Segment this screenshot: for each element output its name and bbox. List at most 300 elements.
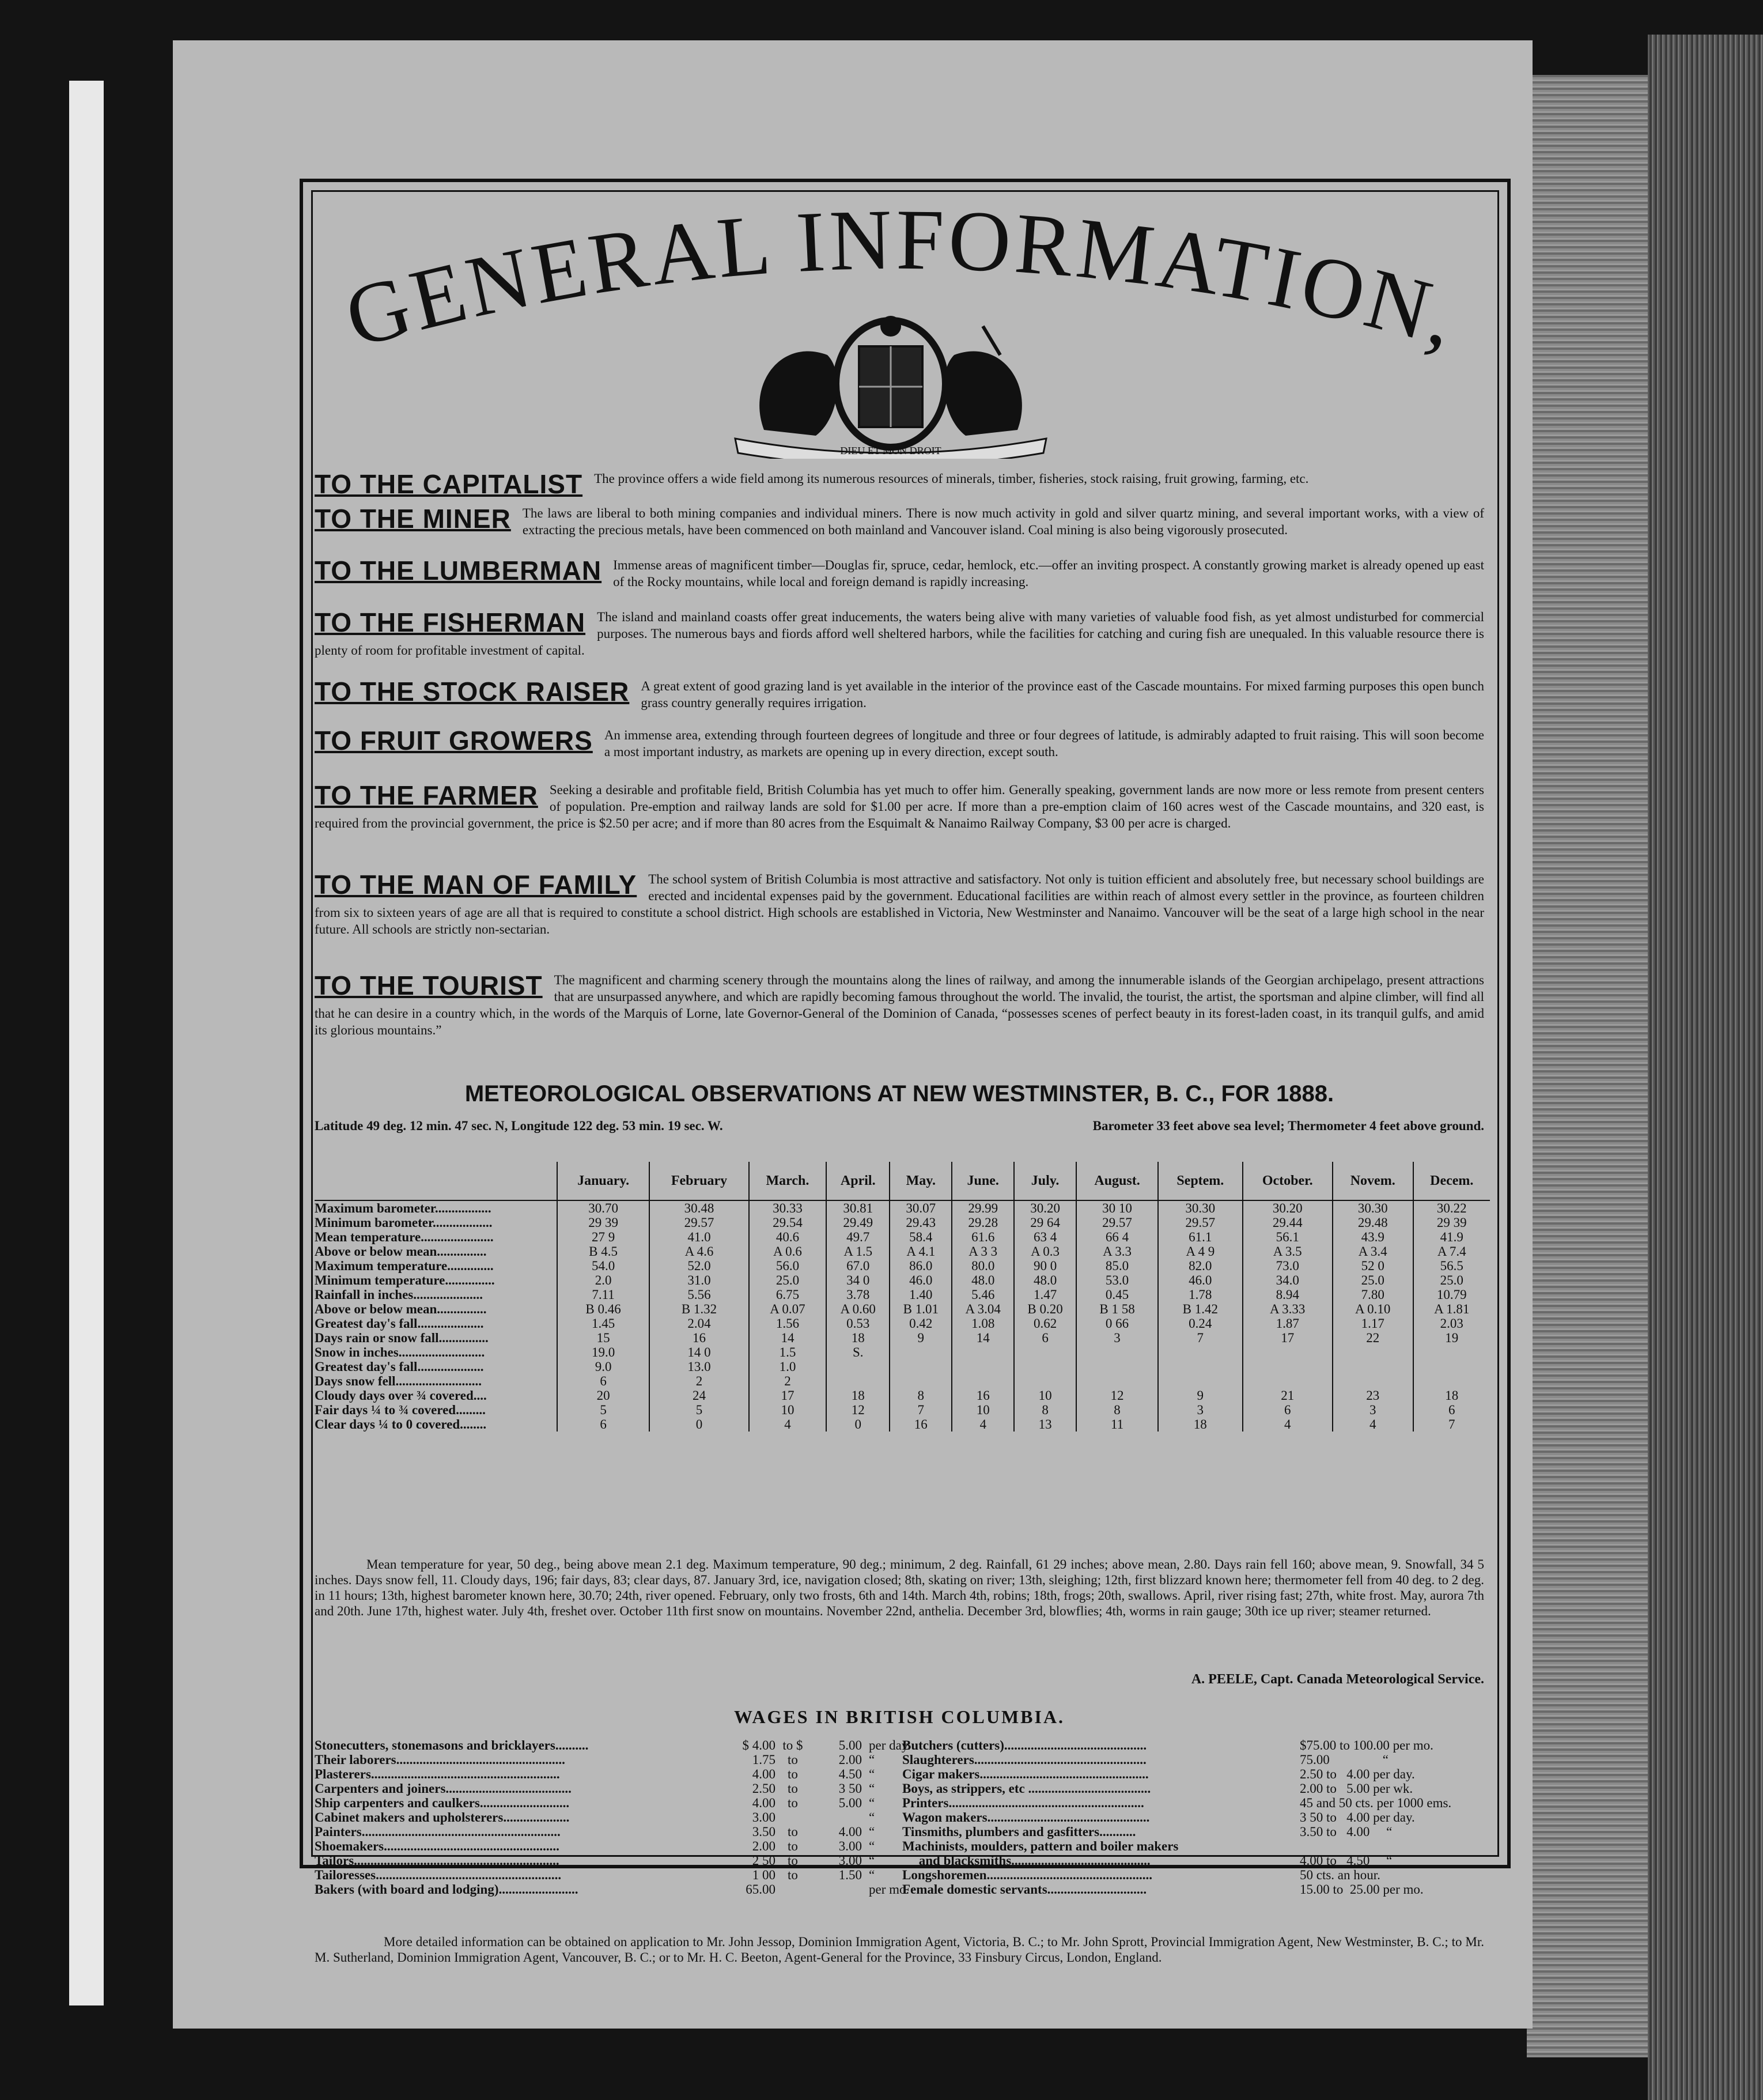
wage-from: 3.00 — [752, 1810, 775, 1825]
table-row — [315, 1200, 1490, 1215]
table-cell: B 0.46 — [557, 1302, 649, 1316]
table-cell: 66 4 — [1076, 1230, 1158, 1244]
table-cell: B 1.01 — [890, 1302, 952, 1316]
meteorology-signature: A. PEELE, Capt. Canada Meteorological Service. — [1191, 1672, 1484, 1687]
table-cell — [1014, 1359, 1076, 1374]
table-cell: 18 — [826, 1331, 890, 1345]
table-cell: 43.9 — [1333, 1230, 1413, 1244]
table-cell: 13 — [1014, 1417, 1076, 1432]
table-cell — [1333, 1374, 1413, 1388]
section-text: Seeking a desirable and profitable field, British Columbia has yet much to offer him. Generally speaking, government lands are now more or less remote from present centers of population. Pre-emption and railway lands are sold for $1.00 per acre. If more than a pre-emption claim of 160 acres west of the Cascade mountains, and 320 east, is required from the provincial government, the price is $2.50 per acre; and if more than 80 acres from the Esquimalt & Nanaimo Railway Company, $3 00 per acre is charged. — [315, 783, 1484, 830]
table-cell: 1.45 — [557, 1316, 649, 1331]
table-cell: 11 — [1076, 1417, 1158, 1432]
wage-upper: 2.00 — [838, 1752, 862, 1767]
location-text: Latitude 49 deg. 12 min. 47 sec. N, Longitude 122 deg. 53 min. 19 sec. W. — [315, 1119, 723, 1133]
wage-row — [315, 1825, 949, 1839]
table-cell: 1.87 — [1243, 1316, 1333, 1331]
wage-trade: Machinists, moulders, pattern and boiler makers — [902, 1839, 1179, 1853]
wage-upper: 3 50 — [838, 1781, 862, 1796]
table-cell — [1413, 1374, 1490, 1388]
wage-from: 3.50 — [752, 1825, 775, 1839]
table-cell: 25.0 — [749, 1273, 826, 1287]
section-fisherman — [315, 609, 1484, 659]
wage-row — [315, 1810, 949, 1825]
month-header: May. — [890, 1162, 952, 1200]
section-miner — [315, 505, 1484, 538]
table-cell: 30.30 — [1158, 1200, 1242, 1215]
table-cell — [1333, 1345, 1413, 1359]
table-cell: 10.79 — [1413, 1287, 1490, 1302]
wage-to: to — [788, 1796, 798, 1810]
table-cell: 16 — [649, 1331, 749, 1345]
wage-unit: “ — [869, 1767, 875, 1781]
table-cell: 30.20 — [1014, 1200, 1076, 1215]
table-cell: 4 — [1333, 1417, 1413, 1432]
wage-row — [315, 1882, 949, 1897]
table-cell: 18 — [826, 1388, 890, 1403]
table-cell: 5 — [557, 1403, 649, 1417]
table-cell: 34.0 — [1243, 1273, 1333, 1287]
section-heading: TO THE FARMER — [315, 780, 538, 810]
wage-trade: Boys, as strippers, etc ..................................... — [902, 1781, 1151, 1796]
table-cell: A 7.4 — [1413, 1244, 1490, 1259]
wage-rate: 3.50 to 4.00 “ — [1300, 1825, 1393, 1839]
table-cell: 9.0 — [557, 1359, 649, 1374]
wage-row — [315, 1796, 949, 1810]
table-cell: 46.0 — [890, 1273, 952, 1287]
wage-row — [315, 1738, 949, 1752]
wage-unit: per day. — [869, 1738, 911, 1752]
crest-motto: DIEU ET MON DROIT — [840, 445, 941, 456]
row-label: Maximum temperature.............. — [315, 1259, 494, 1273]
row-label: Above or below mean............... — [315, 1244, 487, 1259]
wages-right-column — [902, 1738, 1501, 1897]
wage-trade: Plasterers......................................................... — [315, 1767, 560, 1781]
table-cell: 53.0 — [1076, 1273, 1158, 1287]
row-label: Greatest day's fall.................... — [315, 1316, 484, 1331]
wage-from: 2 50 — [752, 1853, 775, 1868]
table-cell: 40.6 — [749, 1230, 826, 1244]
table-cell: 58.4 — [890, 1230, 952, 1244]
table-cell: 20 — [557, 1388, 649, 1403]
table-cell: 67.0 — [826, 1259, 890, 1273]
table-cell: 3.78 — [826, 1287, 890, 1302]
wage-rate: 45 and 50 cts. per 1000 ems. — [1300, 1796, 1452, 1810]
section-lumberman — [315, 557, 1484, 590]
wage-to: to — [788, 1767, 798, 1781]
table-cell: A 1.81 — [1413, 1302, 1490, 1316]
table-cell — [1243, 1345, 1333, 1359]
table-cell — [1243, 1359, 1333, 1374]
table-cell: 30.48 — [649, 1200, 749, 1215]
wage-trade: Wagon makers................................................. — [902, 1810, 1150, 1825]
table-row — [315, 1259, 1490, 1273]
section-stock-raiser — [315, 678, 1484, 711]
table-cell: 6.75 — [749, 1287, 826, 1302]
table-cell — [952, 1374, 1014, 1388]
row-label: Above or below mean............... — [315, 1302, 487, 1316]
wage-row — [902, 1868, 1501, 1882]
table-cell: 25.0 — [1333, 1273, 1413, 1287]
table-cell: 2 — [649, 1374, 749, 1388]
table-cell: 4 — [749, 1417, 826, 1432]
table-cell — [952, 1359, 1014, 1374]
meteorology-table — [315, 1162, 1490, 1432]
table-cell: 29 39 — [1413, 1215, 1490, 1230]
wage-trade: Cabinet makers and upholsterers.................... — [315, 1810, 570, 1825]
month-header: August. — [1076, 1162, 1158, 1200]
table-cell: 52.0 — [649, 1259, 749, 1273]
table-cell: 82.0 — [1158, 1259, 1242, 1273]
bordered-frame — [300, 179, 1511, 1965]
title-text: GENERAL INFORMATION, — [335, 205, 1470, 367]
row-label: Days snow fell.......................... — [315, 1374, 482, 1388]
table-cell — [1333, 1359, 1413, 1374]
wage-row — [902, 1882, 1501, 1897]
section-heading: TO THE TOURIST — [315, 970, 543, 1000]
wage-trade: Stonecutters, stonemasons and bricklayers.......... — [315, 1738, 589, 1752]
wage-unit: per mo. — [869, 1882, 910, 1897]
wage-from: 4.00 — [752, 1796, 775, 1810]
wage-trade: Slaughterers.................................................... — [902, 1752, 1147, 1767]
wage-from: $ 4.00 — [742, 1738, 775, 1752]
table-cell: 30.33 — [749, 1200, 826, 1215]
table-row — [315, 1345, 1490, 1359]
wage-upper — [810, 1810, 862, 1825]
section-text: The laws are liberal to both mining companies and individual miners. There is now much activity in gold and silver quartz mining, and several important works, with a view of extracting the precious metals, have been commenced on both mainland and Vancouver island. Coal mining is also being vigorously prosecuted. — [522, 506, 1484, 537]
wage-upper — [810, 1882, 862, 1897]
table-row — [315, 1316, 1490, 1331]
month-header: January. — [557, 1162, 649, 1200]
table-cell: 1.40 — [890, 1287, 952, 1302]
wage-trade: Bakers (with board and lodging)........................ — [315, 1882, 578, 1897]
wage-row — [315, 1752, 949, 1767]
table-cell — [1076, 1345, 1158, 1359]
table-row — [315, 1302, 1490, 1316]
wage-row — [902, 1752, 1501, 1767]
table-cell: 9 — [890, 1331, 952, 1345]
wage-from: 2.50 — [752, 1781, 775, 1796]
section-heading: TO THE FISHERMAN — [315, 607, 586, 637]
instruments-text: Barometer 33 feet above sea level; Thermometer 4 feet above ground. — [1092, 1119, 1484, 1133]
table-cell: 0.62 — [1014, 1316, 1076, 1331]
table-cell: 56.5 — [1413, 1259, 1490, 1273]
table-cell: 0.53 — [826, 1316, 890, 1331]
table-cell: 2 — [749, 1374, 826, 1388]
table-cell — [890, 1359, 952, 1374]
table-cell: 54.0 — [557, 1259, 649, 1273]
table-cell: 30.70 — [557, 1200, 649, 1215]
table-cell: 23 — [1333, 1388, 1413, 1403]
month-header: Decem. — [1413, 1162, 1490, 1200]
wage-upper: 3.00 — [838, 1839, 862, 1853]
table-cell: 10 — [952, 1403, 1014, 1417]
wage-to: to $ — [782, 1738, 803, 1752]
wage-row — [902, 1853, 1501, 1868]
month-header: February — [649, 1162, 749, 1200]
wage-unit: “ — [869, 1853, 875, 1868]
table-cell: A 3 3 — [952, 1244, 1014, 1259]
wage-rate — [1300, 1839, 1501, 1853]
table-cell: 7 — [890, 1403, 952, 1417]
table-header-blank — [315, 1162, 557, 1200]
table-cell: 14 — [749, 1331, 826, 1345]
wage-trade: Carpenters and joiners...................................... — [315, 1781, 572, 1796]
table-cell — [1158, 1359, 1242, 1374]
table-cell: 30.07 — [890, 1200, 952, 1215]
wage-unit: “ — [869, 1752, 875, 1767]
table-cell — [952, 1345, 1014, 1359]
wage-to: to — [788, 1853, 798, 1868]
section-text: The school system of British Columbia is most attractive and satisfactory. Not only is tuition efficient and absolutely free, but necessary school buildings are erected and incidental expenses paid by the government. Educational facilities are within reach of almost every settler in the province, as fourteen children from six to sixteen years of age are all that is required to constitute a school district. High schools are established in Victoria, New Westminster and Nanaimo. Vancouver will be the seat of a large high school in the near future. All schools are strictly non-sectarian. — [315, 872, 1484, 936]
section-farmer — [315, 781, 1484, 832]
table-cell: 1.56 — [749, 1316, 826, 1331]
wage-trade: Cigar makers................................................... — [902, 1767, 1149, 1781]
wage-row — [902, 1796, 1501, 1810]
row-label: Minimum barometer.................. — [315, 1215, 493, 1230]
section-man-of-family — [315, 871, 1484, 938]
table-cell — [1158, 1374, 1242, 1388]
table-cell: A 0.07 — [749, 1302, 826, 1316]
section-text: The province offers a wide field among its numerous resources of minerals, timber, fisheries, stock raising, fruit growing, farming, etc. — [594, 471, 1309, 486]
table-cell — [826, 1359, 890, 1374]
table-cell: 1.0 — [749, 1359, 826, 1374]
wage-rate: 2.00 to 5.00 per wk. — [1300, 1781, 1413, 1796]
table-cell: 29.49 — [826, 1215, 890, 1230]
table-row — [315, 1417, 1490, 1432]
wage-trade: Shoemakers..................................................... — [315, 1839, 559, 1853]
table-cell: 2.04 — [649, 1316, 749, 1331]
wage-rate: 3 50 to 4.00 per day. — [1300, 1810, 1415, 1825]
table-cell: 29.28 — [952, 1215, 1014, 1230]
table-cell — [1413, 1345, 1490, 1359]
wage-from: 1 00 — [752, 1868, 775, 1882]
wage-row — [902, 1767, 1501, 1781]
section-heading: TO FRUIT GROWERS — [315, 726, 593, 756]
table-cell: 19.0 — [557, 1345, 649, 1359]
table-cell: 2.0 — [557, 1273, 649, 1287]
table-cell: 5 — [649, 1403, 749, 1417]
table-cell: 56.1 — [1243, 1230, 1333, 1244]
table-cell: 17 — [749, 1388, 826, 1403]
table-cell: 13.0 — [649, 1359, 749, 1374]
table-cell: 4 — [952, 1417, 1014, 1432]
section-text: The island and mainland coasts offer great inducements, the waters being alive with many varieties of valuable food fish, as yet almost undisturbed for commercial purposes. The numerous bays and fiords afford well sheltered harbors, while the facilities for catching and curing fish are unequaled. In this valuable resource there is plenty of room for profitable investment of capital. — [315, 610, 1484, 658]
table-cell: A 3.04 — [952, 1302, 1014, 1316]
wage-from: 4.00 — [752, 1767, 775, 1781]
wage-trade: Butchers (cutters)........................................... — [902, 1738, 1147, 1752]
table-cell: A 4.6 — [649, 1244, 749, 1259]
table-cell: 6 — [1243, 1403, 1333, 1417]
wage-from: 65.00 — [746, 1882, 775, 1897]
table-cell: 80.0 — [952, 1259, 1014, 1273]
wage-rate: $75.00 to 100.00 per mo. — [1300, 1738, 1433, 1752]
table-cell: 17 — [1243, 1331, 1333, 1345]
table-cell: 29 64 — [1014, 1215, 1076, 1230]
wage-unit: “ — [869, 1839, 875, 1853]
row-label: Greatest day's fall.................... — [315, 1359, 484, 1374]
meteorology-title: METEOROLOGICAL OBSERVATIONS AT NEW WESTMINSTER, B. C., FOR 1888. — [464, 1081, 1334, 1106]
table-cell: 29 39 — [557, 1215, 649, 1230]
wage-upper: 3.00 — [838, 1853, 862, 1868]
table-cell: 16 — [952, 1388, 1014, 1403]
month-header: Septem. — [1158, 1162, 1242, 1200]
table-row — [315, 1215, 1490, 1230]
section-capitalist — [315, 470, 1484, 498]
wage-to: to — [788, 1825, 798, 1839]
table-cell: 2.03 — [1413, 1316, 1490, 1331]
table-cell: 5.46 — [952, 1287, 1014, 1302]
table-cell: A 3.4 — [1333, 1244, 1413, 1259]
wage-unit: “ — [869, 1796, 875, 1810]
table-cell: 3 — [1076, 1331, 1158, 1345]
table-cell: 41.9 — [1413, 1230, 1490, 1244]
table-cell: 10 — [749, 1403, 826, 1417]
table-row — [315, 1244, 1490, 1259]
table-cell: 21 — [1243, 1388, 1333, 1403]
wage-rate: 75.00 “ — [1300, 1752, 1389, 1767]
wage-to: to — [788, 1839, 798, 1853]
section-text: Immense areas of magnificent timber—Douglas fir, spruce, cedar, hemlock, etc.—offer an inviting prospect. A constantly growing market is already opened up east of the Rocky mountains, while local and foreign demand is rapidly increasing. — [613, 558, 1484, 589]
wage-to: to — [788, 1868, 798, 1882]
table-cell: 29.48 — [1333, 1215, 1413, 1230]
wage-unit: “ — [869, 1810, 875, 1825]
wage-to: to — [788, 1752, 798, 1767]
table-cell: 86.0 — [890, 1259, 952, 1273]
table-cell: 0 66 — [1076, 1316, 1158, 1331]
section-heading: TO THE MAN OF FAMILY — [315, 870, 637, 900]
table-cell — [1076, 1359, 1158, 1374]
table-cell — [1158, 1345, 1242, 1359]
table-cell: 6 — [1413, 1403, 1490, 1417]
wages-title: WAGES IN BRITISH COLUMBIA. — [733, 1706, 1065, 1727]
wage-rate: 2.50 to 4.00 per day. — [1300, 1767, 1415, 1781]
table-cell: 3 — [1158, 1403, 1242, 1417]
table-cell: A 0.60 — [826, 1302, 890, 1316]
meteorology-subtitle — [315, 1119, 1484, 1134]
table-cell — [1243, 1374, 1333, 1388]
table-row — [315, 1273, 1490, 1287]
table-cell: B 1.42 — [1158, 1302, 1242, 1316]
wage-unit: “ — [869, 1868, 875, 1882]
meteorology-notes: Mean temperature for year, 50 deg., being above mean 2.1 deg. Maximum temperature, 90 deg.; minimum, 2 deg. Rainfall, 61 29 inches; above mean, 2.80. Days rain fell 160; above mean, 9. Snowfall, 34 5 inches. Days snow fell, 11. Cloudy days, 196; fair days, 83; clear days, 87. January 3rd, ice, navigation closed; 8th, skating on river; 13th, sleighing; 12th, first blizzard known here; thermometer fell from 40 deg. to 2 deg. in 11 hours; 13th, highest barometer known here, 30.70; 24th, river opened. February, only two frosts, 6th and 14th. March 4th, robins; 18th, frogs; 20th, swallows. April, river rising fast; 27th, white frost. May, aurora 7th and 20th. June 17th, highest water. July 4th, freshet over. October 11th first snow on mountains. November 22nd, anthelia. December 3rd, blowflies; 4th, worms in rain gauge; 30th ice up river; steamer returned. — [315, 1557, 1484, 1618]
row-label: Snow in inches.......................... — [315, 1345, 485, 1359]
table-cell: 0.24 — [1158, 1316, 1242, 1331]
table-cell: 27 9 — [557, 1230, 649, 1244]
row-label: Mean temperature...................... — [315, 1230, 494, 1244]
table-cell: 6 — [557, 1417, 649, 1432]
wage-upper: 5.00 — [838, 1738, 862, 1752]
wage-rate: 50 cts. an hour. — [1300, 1868, 1380, 1882]
section-fruit-growers — [315, 727, 1484, 760]
table-cell: 29.99 — [952, 1200, 1014, 1215]
table-cell: 46.0 — [1158, 1273, 1242, 1287]
table-cell: 30 10 — [1076, 1200, 1158, 1215]
wage-trade: Tailors.............................................................. — [315, 1853, 559, 1868]
table-cell: 0 — [826, 1417, 890, 1432]
wage-row — [315, 1781, 949, 1796]
table-cell: A 3.3 — [1076, 1244, 1158, 1259]
wage-trade: Printers........................................................... — [902, 1796, 1144, 1810]
row-label: Maximum barometer................. — [315, 1201, 491, 1215]
table-cell: 29.57 — [1076, 1215, 1158, 1230]
wage-trade: Tinsmiths, plumbers and gasfitters........... — [902, 1825, 1136, 1839]
wage-row — [315, 1868, 949, 1882]
table-cell: 73.0 — [1243, 1259, 1333, 1273]
wage-rate: 15.00 to 25.00 per mo. — [1300, 1882, 1424, 1897]
table-cell: 30.81 — [826, 1200, 890, 1215]
table-cell: 0.45 — [1076, 1287, 1158, 1302]
wage-row — [902, 1825, 1501, 1839]
table-cell: 25.0 — [1413, 1273, 1490, 1287]
table-cell: 18 — [1158, 1417, 1242, 1432]
table-cell: 85.0 — [1076, 1259, 1158, 1273]
wage-row — [902, 1839, 1501, 1853]
table-cell: A 1.5 — [826, 1244, 890, 1259]
table-row — [315, 1287, 1490, 1302]
row-label: Days rain or snow fall............... — [315, 1331, 489, 1345]
month-header: Novem. — [1333, 1162, 1413, 1200]
section-text: The magnificent and charming scenery through the mountains along the lines of railway, and among the innumerable islands of the Georgian archipelago, present attractions that are unsurpassed anywhere, and which are rapidly becoming famous throughout the world. The invalid, the tourist, the artist, the sportsman and alpine climber, will find all that he can desire in a country which, in the words of the Marquis of Lorne, late Governor-General of the Dominion of Canada, “possesses scenes of perfect beauty in its forest-laden coast, in its tranquil gulfs, and amid its glorious mountains.” — [315, 973, 1484, 1037]
section-heading: TO THE MINER — [315, 504, 511, 534]
table-cell: 12 — [1076, 1388, 1158, 1403]
month-header: April. — [826, 1162, 890, 1200]
wages-left-column — [315, 1738, 949, 1897]
table-cell: 29.43 — [890, 1215, 952, 1230]
table-cell — [1076, 1374, 1158, 1388]
table-cell: 7 — [1158, 1331, 1242, 1345]
table-cell: 29.57 — [1158, 1215, 1242, 1230]
section-heading: TO THE STOCK RAISER — [315, 677, 630, 707]
table-cell: 30.20 — [1243, 1200, 1333, 1215]
book-spine — [1527, 75, 1648, 2057]
wage-trade: Ship carpenters and caulkers........................... — [315, 1796, 570, 1810]
table-cell: 61.6 — [952, 1230, 1014, 1244]
month-header: October. — [1243, 1162, 1333, 1200]
table-cell: 3 — [1333, 1403, 1413, 1417]
table-cell: 48.0 — [952, 1273, 1014, 1287]
wage-upper: 1.50 — [838, 1868, 862, 1882]
row-label: Rainfall in inches..................... — [315, 1287, 483, 1302]
underlying-pages — [69, 81, 104, 2005]
table-cell: 15 — [557, 1331, 649, 1345]
table-cell: 30.22 — [1413, 1200, 1490, 1215]
table-cell: A 0.3 — [1014, 1244, 1076, 1259]
month-header: July. — [1014, 1162, 1076, 1200]
table-cell: 18 — [1413, 1388, 1490, 1403]
table-header-row — [315, 1162, 1490, 1200]
section-heading: TO THE LUMBERMAN — [315, 556, 602, 586]
table-cell: 8 — [890, 1388, 952, 1403]
table-cell: 5.56 — [649, 1287, 749, 1302]
table-cell: 1.78 — [1158, 1287, 1242, 1302]
table-cell: A 3.33 — [1243, 1302, 1333, 1316]
book-binding — [1648, 35, 1763, 2100]
table-cell: 14 0 — [649, 1345, 749, 1359]
table-cell: 8 — [1014, 1403, 1076, 1417]
month-header: June. — [952, 1162, 1014, 1200]
wage-trade: Female domestic servants.............................. — [902, 1882, 1147, 1897]
table-cell: 49.7 — [826, 1230, 890, 1244]
wage-row — [902, 1810, 1501, 1825]
wage-unit: “ — [869, 1825, 875, 1839]
table-cell — [1014, 1345, 1076, 1359]
wage-upper: 4.00 — [838, 1825, 862, 1839]
table-cell: 31.0 — [649, 1273, 749, 1287]
row-label: Clear days ¼ to 0 covered........ — [315, 1417, 487, 1432]
wage-upper: 4.50 — [838, 1767, 862, 1781]
table-cell: 6 — [1014, 1331, 1076, 1345]
